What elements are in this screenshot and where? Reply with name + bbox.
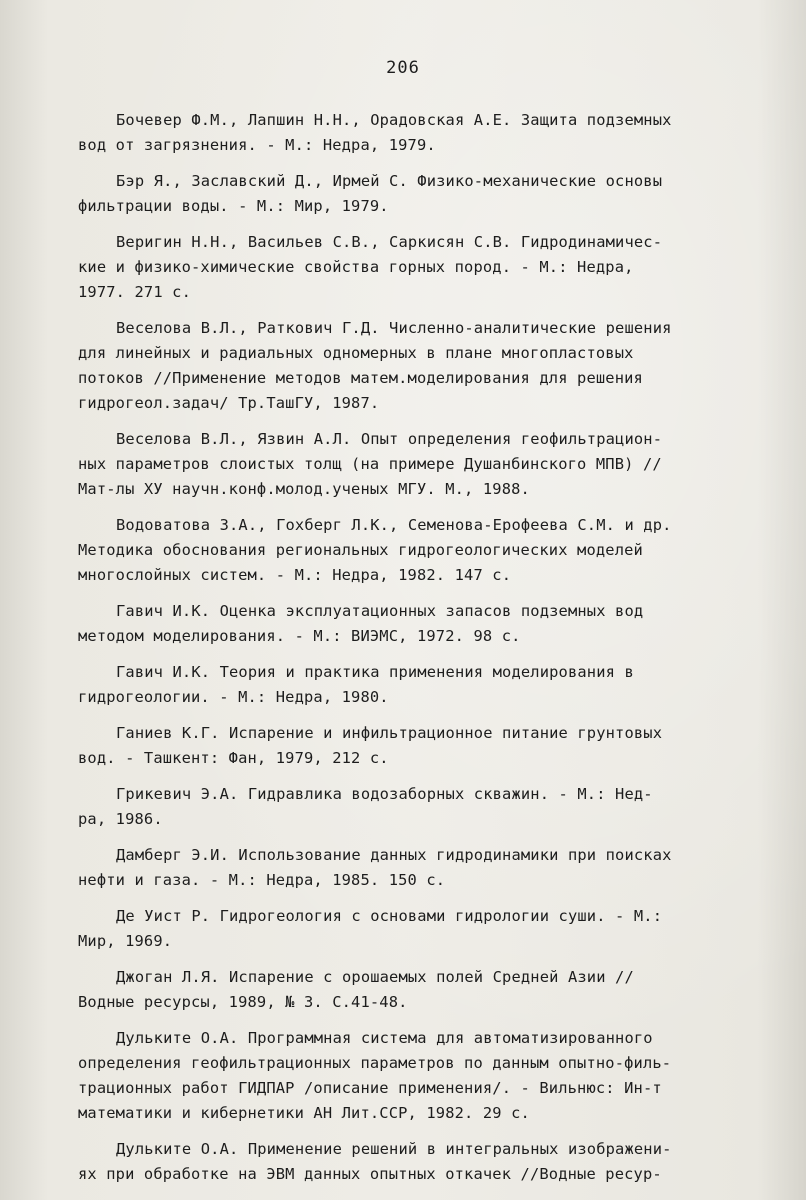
entry-line: многослойных систем. - М.: Недра, 1982. 147 с. bbox=[78, 566, 512, 584]
entry-line: Джоган Л.Я. Испарение с орошаемых полей Средней Азии // bbox=[116, 968, 634, 986]
bibliography-entry bbox=[78, 721, 758, 771]
entry-line: нефти и газа. - М.: Недра, 1985. 150 с. bbox=[78, 871, 446, 889]
bibliography-entry bbox=[78, 599, 758, 649]
entry-line: Водные ресурсы, 1989, № 3. С.41-48. bbox=[78, 993, 408, 1011]
entry-line: Бочевер Ф.М., Лапшин Н.Н., Орадовская А.Е. Защита подземных bbox=[116, 111, 672, 129]
entry-line: Гавич И.К. Теория и практика применения моделирования в bbox=[116, 663, 634, 681]
entry-line: Де Уист Р. Гидрогеология с основами гидрологии суши. - М.: bbox=[116, 907, 663, 925]
entry-line: Веригин Н.Н., Васильев С.В., Саркисян С.В. Гидродинамичес- bbox=[116, 233, 663, 251]
bibliography-entry bbox=[78, 427, 758, 502]
entry-line: Методика обоснования региональных гидрогеологических моделей bbox=[78, 541, 643, 559]
entry-line: Водоватова З.А., Гохберг Л.К., Семенова-Ерофеева С.М. и др. bbox=[116, 516, 672, 534]
bibliography-entry bbox=[78, 660, 758, 710]
entry-line: гидрогеологии. - М.: Недра, 1980. bbox=[78, 688, 389, 706]
entry-line: гидрогеол.задач/ Тр.ТашГУ, 1987. bbox=[78, 394, 380, 412]
entry-line: фильтрации воды. - М.: Мир, 1979. bbox=[78, 197, 389, 215]
entry-line: Дамберг Э.И. Использование данных гидродинамики при поисках bbox=[116, 846, 672, 864]
bibliography-entry bbox=[78, 843, 758, 893]
entry-line: 1977. 271 с. bbox=[78, 283, 191, 301]
page-number: 206 bbox=[386, 58, 420, 78]
entry-line: Грикевич Э.А. Гидравлика водозаборных скважин. - М.: Нед- bbox=[116, 785, 653, 803]
bibliography-entry bbox=[78, 782, 758, 832]
bibliography-entry bbox=[78, 904, 758, 954]
entry-line: вод. - Ташкент: Фан, 1979, 212 с. bbox=[78, 749, 389, 767]
bibliography-entry bbox=[78, 169, 758, 219]
entry-line: ных параметров слоистых толщ (на примере Душанбинского МПВ) // bbox=[78, 455, 662, 473]
entry-line: трационных работ ГИДПАР /описание применения/. - Вильнюс: Ин-т bbox=[78, 1079, 662, 1097]
entry-line: Мат-лы ХУ научн.конф.молод.ученых МГУ. М., 1988. bbox=[78, 480, 530, 498]
entry-line: кие и физико-химические свойства горных пород. - М.: Недра, bbox=[78, 258, 634, 276]
bibliography-entry bbox=[78, 1137, 758, 1187]
entry-line: Гавич И.К. Оценка эксплуатационных запасов подземных вод bbox=[116, 602, 644, 620]
entry-line: потоков //Применение методов матем.моделирования для решения bbox=[78, 369, 643, 387]
entry-line: Ганиев К.Г. Испарение и инфильтрационное питание грунтовых bbox=[116, 724, 663, 742]
entry-line: ра, 1986. bbox=[78, 810, 163, 828]
bibliography-entry bbox=[78, 316, 758, 416]
entry-line: ях при обработке на ЭВМ данных опытных откачек //Водные ресур- bbox=[78, 1165, 662, 1183]
entry-line: Дульките О.А. Программная система для автоматизированного bbox=[116, 1029, 653, 1047]
entry-line: методом моделирования. - М.: ВИЭМС, 1972. 98 с. bbox=[78, 627, 521, 645]
bibliography-entry bbox=[78, 965, 758, 1015]
bibliography-entry bbox=[78, 230, 758, 305]
entry-line: Бэр Я., Заславский Д., Ирмей С. Физико-механические основы bbox=[116, 172, 663, 190]
bibliography-entry bbox=[78, 108, 758, 158]
entry-line: математики и кибернетики АН Лит.ССР, 1982. 29 с. bbox=[78, 1104, 530, 1122]
bibliography-entry bbox=[78, 1026, 758, 1126]
bibliography-entry bbox=[78, 513, 758, 588]
entry-line: определения геофильтрационных параметров по данным опытно-филь- bbox=[78, 1054, 672, 1072]
entry-line: Дульките О.А. Применение решений в интегральных изображени- bbox=[116, 1140, 672, 1158]
entry-line: Веселова В.Л., Раткович Г.Д. Численно-аналитические решения bbox=[116, 319, 672, 337]
entry-line: для линейных и радиальных одномерных в плане многопластовых bbox=[78, 344, 634, 362]
entry-line: Мир, 1969. bbox=[78, 932, 173, 950]
bibliography-list bbox=[78, 108, 758, 1198]
entry-line: вод от загрязнения. - М.: Недра, 1979. bbox=[78, 136, 436, 154]
entry-line: Веселова В.Л., Язвин А.Л. Опыт определения геофильтрацион- bbox=[116, 430, 663, 448]
